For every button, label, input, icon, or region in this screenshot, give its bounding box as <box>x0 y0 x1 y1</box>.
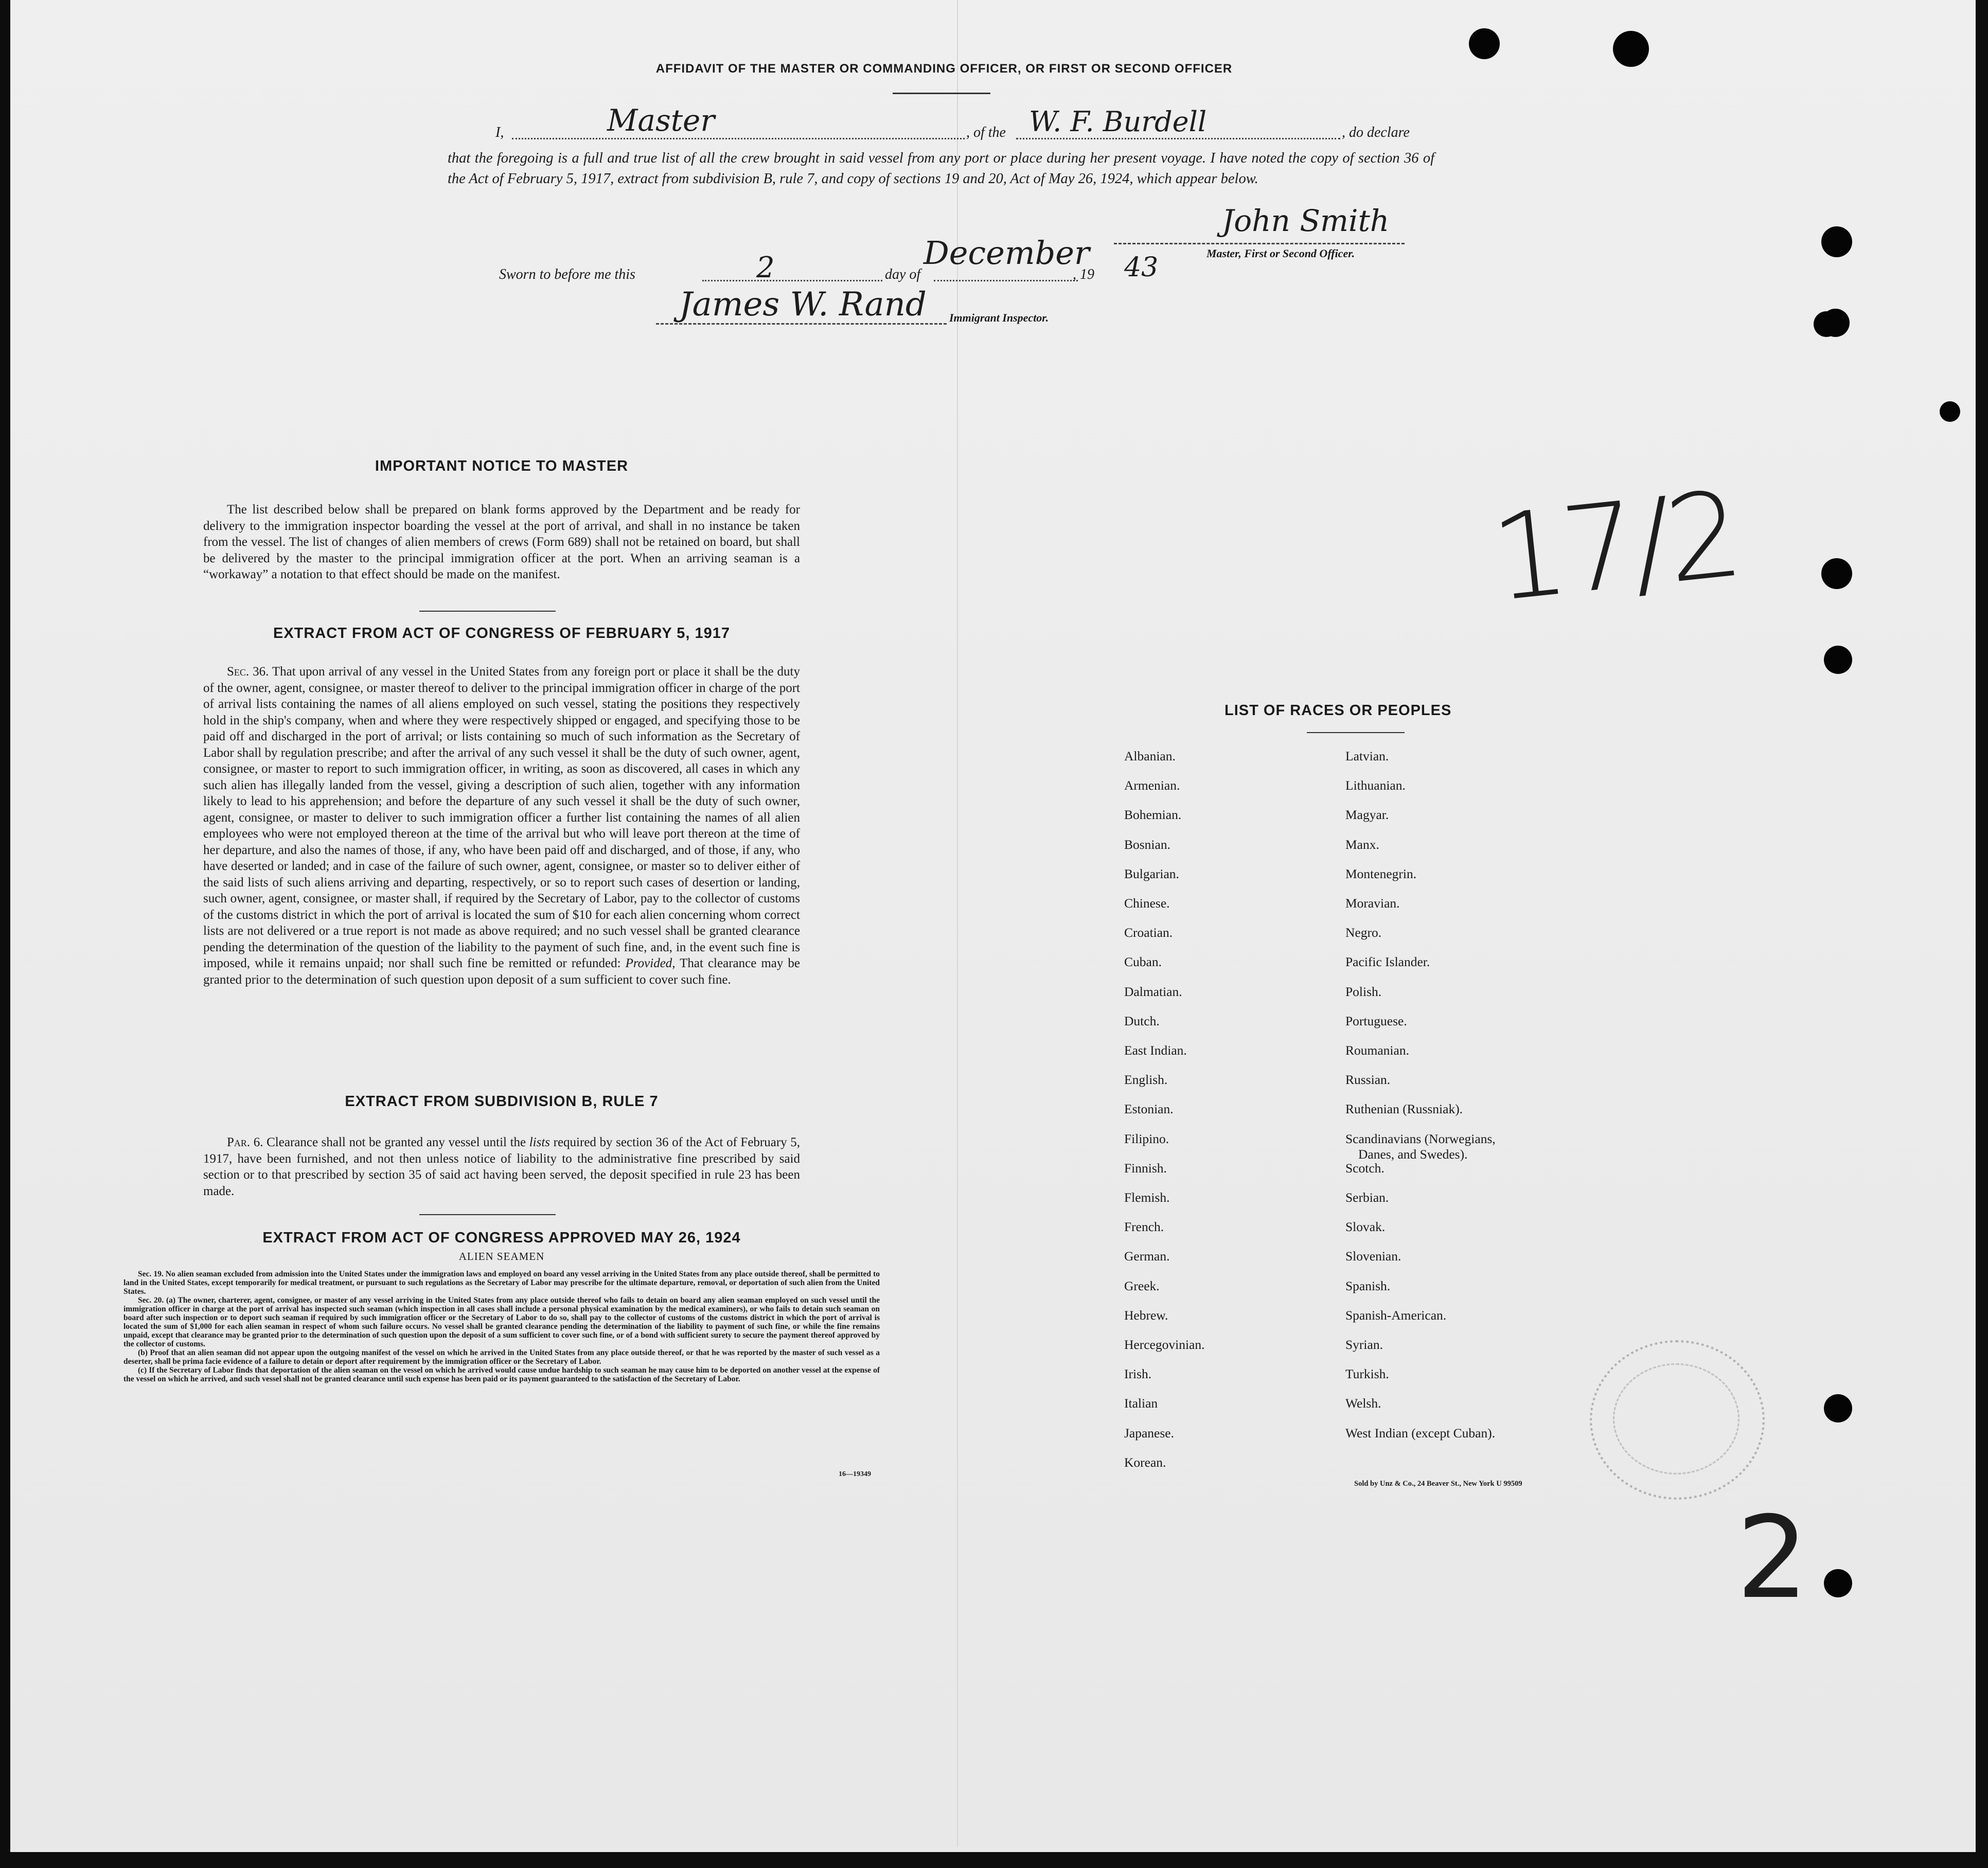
rule-7-body <box>203 1134 800 1199</box>
race-item: Bulgarian. <box>1124 866 1179 881</box>
act-1917-sec-label: Sec. 36. <box>227 665 269 679</box>
affidavit-day-of-label: day of <box>885 266 921 282</box>
race-item: German. <box>1124 1249 1170 1264</box>
corner-mark-annotation: 2 <box>1736 1492 1808 1624</box>
race-item: Serbian. <box>1345 1190 1389 1205</box>
affidavit-day-value: 2 <box>756 251 775 284</box>
affidavit-year-value: 43 <box>1124 252 1159 283</box>
race-item: Latvian. <box>1345 749 1389 763</box>
race-item: French. <box>1124 1219 1164 1235</box>
race-item: Flemish. <box>1124 1190 1170 1205</box>
race-item: East Indian. <box>1124 1043 1187 1058</box>
race-item: Ruthenian (Russniak). <box>1345 1101 1463 1117</box>
race-item: Cuban. <box>1124 954 1162 970</box>
inspector-caption: Immigrant Inspector. <box>949 311 1049 324</box>
race-item: Albanian. <box>1124 749 1176 763</box>
race-item: Dalmatian. <box>1124 984 1182 999</box>
race-item: Italian <box>1124 1396 1158 1411</box>
act-1924-sec20c: (c) If the Secretary of Labor finds that deportation of the alien seaman on the vessel on which he arrived would cause undue hardship to such seaman he may cause him to be deported on another vessel at the expense of the vessel on which he arrived, and such vessel shall not be granted clearance until such expense has been paid or its payment guaranteed to the satisfaction of the Secretary of Labor. <box>123 1366 880 1383</box>
race-item: Croatian. <box>1124 925 1173 940</box>
race-item: Russian. <box>1345 1072 1391 1088</box>
affidavit-i-line <box>512 138 965 139</box>
affidavit-title-rule <box>893 93 990 94</box>
affidavit-day-line <box>702 280 882 281</box>
affidavit-month-line <box>934 280 1078 281</box>
sheet-number-annotation: 17/2 <box>1485 466 1744 629</box>
race-item: Danes, and Swedes). <box>1358 1146 1468 1162</box>
affidavit-i-label: I, <box>495 124 504 140</box>
race-item: Bohemian. <box>1124 807 1182 823</box>
race-item: Hebrew. <box>1124 1307 1168 1323</box>
race-item: English. <box>1124 1072 1168 1088</box>
race-item: Spanish. <box>1345 1278 1391 1293</box>
race-item: Spanish-American. <box>1345 1307 1447 1323</box>
punch-hole <box>1814 311 1839 337</box>
act-1924-sec19: Sec. 19. No alien seaman excluded from admission into the United States under the immigration laws and employed on board any vessel arriving in the United States from any place outside thereof, shall be permitted to land in the United States, except temporarily for medical treatment, or pursuant to such regulations as the Secretary of Labor may prescribe for the ultimate departure, removal, or deportation of such alien from the United States. <box>123 1270 880 1296</box>
affidavit-of-the-label: , of the <box>966 124 1006 140</box>
notice-title: IMPORTANT NOTICE TO MASTER <box>375 458 629 474</box>
act-1917-body <box>203 664 800 988</box>
official-seal-stamp <box>1590 1340 1765 1500</box>
race-item: Irish. <box>1124 1366 1152 1382</box>
race-item: Korean. <box>1124 1454 1166 1470</box>
race-item: Polish. <box>1345 984 1382 999</box>
race-item: Syrian. <box>1345 1337 1383 1352</box>
officer-caption: Master, First or Second Officer. <box>1206 247 1355 260</box>
affidavit-i-value: Master <box>607 103 715 138</box>
race-item: Welsh. <box>1345 1396 1381 1411</box>
act-1924-body <box>123 1270 880 1383</box>
race-item: Bosnian. <box>1124 837 1170 852</box>
race-item: Portuguese. <box>1345 1013 1407 1028</box>
affidavit-body: that the foregoing is a full and true list of all the crew brought in said vessel from any port or place during her present voyage. I have noted the copy of section 36 of the Act of February 5, 1917, extract from subdivision B, rule 7, and copy of sections 19 and 20, Act of May 26, 1924, which appear below. <box>448 150 1434 187</box>
race-item: Montenegrin. <box>1345 866 1417 881</box>
race-item: Scandinavians (Norwegians, <box>1345 1131 1496 1146</box>
race-item: Lithuanian. <box>1345 778 1406 793</box>
punch-hole <box>1469 28 1500 59</box>
rule-7-text-a: Clearance shall not be granted any vessel until the <box>267 1135 526 1149</box>
act-1917-text: That upon arrival of any vessel in the United States from any foreign port or place it shall be the duty of the owner, agent, consignee, or master thereof to deliver to the principal immigration officer in charge of the port of arrival lists containing the names of all aliens employed on such vessel, stating the positions they respectively hold in the ship's company, when and where they were respectively shipped or engaged, and specifying those to be paid off and discharged in the port of arrival; or lists containing so much of such information as the Secretary of Labor shall by regulation prescribe; and after the arrival of any such vessel it shall be the duty of such owner, agent, consignee, or master to report to such immigration officer, in writing, as soon as discovered, all cases in which any such alien has illegally landed from the vessel, giving a description of such alien, together with any information likely to lead to his apprehension; and before the departure of any such vessel it shall be the duty of such owner, agent, consignee, or master to deliver to such immigration officer a further list containing the names of all alien employees who were not employed thereon at the time of the arrival but who will leave port thereon at the time of her departure, and also the names of those, if any, who have been paid off and discharged, and of those, if any, who have deserted or landed; and in case of the failure of such owner, agent, consignee, or master so to deliver either of the said lists of such aliens arriving and departing, respectively, or so to report such cases of desertion or landing, such owner, agent, consignee, or master shall, if required by the Secretary of Labor, pay to the collector of customs of the customs district in which the port of arrival is located the sum of $10 for each alien concerning whom correct lists are not delivered or a true report is not made as above required; and no such vessel shall be granted clearance pending the determination of the question of the liability to the payment of such fine, and, in the event such fine is imposed, while it remains unpaid; nor shall such fine be remitted or refunded: <box>203 665 800 970</box>
act-1917-provided: Provided, <box>625 956 676 970</box>
notice-body: The list described below shall be prepared on blank forms approved by the Department and be ready for delivery to the immigration inspector boarding the vessel at the port of arrival, and shall in no instance be taken from the vessel. The list of changes of alien members of crews (Form 689) shall not be retained on board, but shall be delivered by the master to the principal immigration officer at the port. When an arriving seaman is a “workaway” a notation to that effect should be made on the manifest. <box>203 503 800 581</box>
race-item: Slovenian. <box>1345 1249 1401 1264</box>
act-1917-title: EXTRACT FROM ACT OF CONGRESS OF FEBRUARY 5, 1917 <box>273 625 731 642</box>
race-item: Finnish. <box>1124 1160 1167 1176</box>
punch-hole <box>1824 1569 1852 1597</box>
affidavit-year-prefix: , 19 <box>1073 266 1094 282</box>
race-item: Armenian. <box>1124 778 1180 793</box>
affidavit-month-value: December <box>924 234 1090 272</box>
act-1924-title: EXTRACT FROM ACT OF CONGRESS APPROVED MAY 26, 1924 <box>262 1230 741 1246</box>
race-item: Slovak. <box>1345 1219 1386 1235</box>
punch-hole <box>1824 646 1852 674</box>
rule-7-par-label: Par. 6. <box>227 1135 263 1149</box>
races-title: LIST OF RACES OR PEOPLES <box>1224 702 1452 719</box>
race-item: Hercegovinian. <box>1124 1337 1205 1352</box>
races-title-rule <box>1307 732 1405 733</box>
race-item: Greek. <box>1124 1278 1160 1293</box>
notice-rule <box>419 611 556 612</box>
race-item: Roumanian. <box>1345 1043 1409 1058</box>
race-item: Japanese. <box>1124 1425 1174 1440</box>
act-1924-sec20a: Sec. 20. (a) The owner, charterer, agent, consignee, or master of any vessel arriving in the United States from any place outside thereof who fails to detain on board any alien seaman employed on such vessel until the immigration officer in charge at the port of arrival has inspected such seaman (which inspection in all cases shall include a personal physical examination by the medical examiners), or who fails to detain such seaman on board after such inspection or to deport such seaman if required by such immigration officer or the Secretary of Labor to do so, shall pay to the collector of customs of the customs district in which the port of arrival is located the sum of $1,000 for each alien seaman in respect of whom such failure occurs. No vessel shall be granted clearance pending the determination of the liability to payment of such fine, or while the fine remains unpaid, except that clearance may be granted prior to the determination of such question upon the deposit of a sum sufficient to cover such fine, or of a bond with sufficient surety to secure the payment thereof approved by the collector of customs. <box>123 1296 880 1348</box>
race-item: West Indian (except Cuban). <box>1345 1425 1496 1440</box>
inspector-signature: James W. Rand <box>679 286 927 324</box>
center-fold <box>957 0 958 1847</box>
punch-hole <box>1613 31 1649 67</box>
affidavit-declare-label: , do declare <box>1342 124 1410 140</box>
officer-signature-line <box>1114 243 1405 244</box>
race-item: Estonian. <box>1124 1101 1174 1117</box>
affidavit-vessel-value: W. F. Burdell <box>1029 105 1207 138</box>
punch-hole <box>1821 226 1852 257</box>
affidavit-vessel-line <box>1016 138 1340 139</box>
race-item: Chinese. <box>1124 896 1170 911</box>
affidavit-title: AFFIDAVIT OF THE MASTER OR COMMANDING OFFICER, OR FIRST OR SECOND OFFICER <box>655 62 1233 76</box>
rule-7-lists-word: lists <box>529 1135 551 1149</box>
race-item: Dutch. <box>1124 1013 1160 1028</box>
punch-hole <box>1940 401 1960 422</box>
race-item: Filipino. <box>1124 1131 1169 1146</box>
race-item: Pacific Islander. <box>1345 954 1430 970</box>
rule-7-rule <box>419 1214 556 1215</box>
race-item: Negro. <box>1345 925 1382 940</box>
race-item: Manx. <box>1345 837 1379 852</box>
act-1917-text-end: That clearance may be granted prior to the determination of such question upon deposit of a sum sufficient to cover such fine. <box>203 956 800 987</box>
race-item: Scotch. <box>1345 1160 1384 1176</box>
affidavit-sworn-label: Sworn to before me this <box>499 266 635 282</box>
punch-hole <box>1821 558 1852 589</box>
act-1924-form-number: 16—19349 <box>839 1470 871 1478</box>
rule-7-text-b: required by section 36 of the Act of February 5, 1917, have been furnished, and not then unless notice of liability to the administrative fine prescribed by said section or to that prescribed by section 35 of said act having been served, the deposit specified in rule 23 has been made. <box>203 1135 801 1198</box>
race-item: Moravian. <box>1345 896 1400 911</box>
races-imprint: Sold by Unz & Co., 24 Beaver St., New York U 99509 <box>1354 1480 1522 1488</box>
rule-7-title: EXTRACT FROM SUBDIVISION B, RULE 7 <box>345 1093 659 1110</box>
race-item: Turkish. <box>1345 1366 1389 1382</box>
act-1924-subtitle: ALIEN SEAMEN <box>458 1250 545 1262</box>
races-left-column <box>1124 749 1340 1479</box>
officer-signature: John Smith <box>1222 203 1390 238</box>
races-right-column <box>1345 749 1634 1479</box>
race-item: Magyar. <box>1345 807 1389 823</box>
punch-hole <box>1824 1394 1852 1422</box>
act-1924-sec20b: (b) Proof that an alien seaman did not appear upon the outgoing manifest of the vessel on which he arrived in the United States from any place outside thereof, or that he was reported by the master of such vessel as a deserter, shall be prima facie evidence of a failure to detain or deport after requirement by the immigration officer or the Secretary of Labor. <box>123 1348 880 1366</box>
